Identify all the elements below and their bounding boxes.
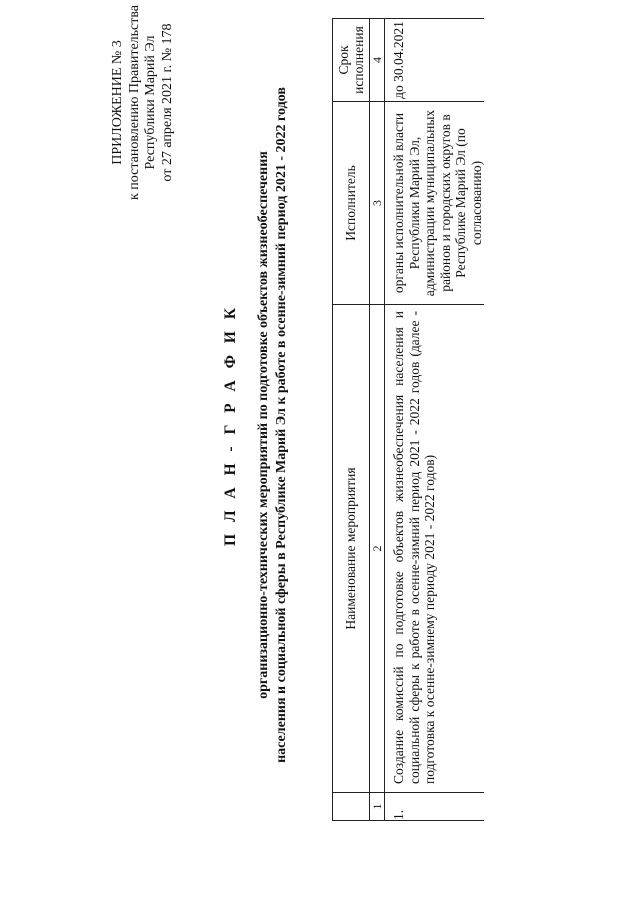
header-cell-number	[333, 793, 370, 821]
column-number-row	[370, 19, 385, 821]
column-number: 3	[370, 102, 385, 305]
header-cell-name: Наименование мероприятия	[333, 305, 370, 793]
appendix-date: от 27 апреля 2021 г. № 178	[159, 23, 175, 182]
header-cell-deadline: Срок исполнения	[333, 19, 370, 102]
header-cell-executor: Исполнитель	[333, 102, 370, 305]
row-executor: органы исполнительной власти Республики Марий Эл, администрации муниципальных районов и городских округов в Республике Марий Эл (по согласованию)	[385, 102, 485, 305]
appendix-republic: Республики Марий Эл	[143, 35, 158, 170]
document-subtitle-line-2: населения и социальной сферы в Республике Марий Эл к работе в осенне-зимний период 2021 - 2022 годов	[274, 87, 289, 763]
row-name: Создание комиссий по подготовке объектов жизнеобеспечения населения и социальной сферы к работе в осенне-зимний период 2021 - 2022 годов (далее - подготовка к осенне-зимнему периоду 2021 - 2022 годов)	[385, 305, 485, 793]
document-subtitle-line-1: организационно-технических мероприятий по подготовке объектов жизнеобеспечения	[256, 151, 271, 699]
column-number: 1	[370, 793, 385, 821]
column-number: 2	[370, 305, 385, 793]
appendix-block	[110, 0, 176, 205]
table-row	[385, 19, 485, 821]
column-number: 4	[370, 19, 385, 102]
appendix-ref: к постановлению Правительства	[126, 4, 142, 201]
table-header-row	[333, 19, 370, 821]
row-deadline: до 30.04.2021	[385, 19, 485, 102]
appendix-title: ПРИЛОЖЕНИЕ № 3	[110, 40, 125, 165]
row-number: 1.	[385, 793, 485, 821]
plan-table	[332, 18, 484, 821]
document-heading: П Л А Н - Г Р А Ф И К	[222, 304, 239, 546]
